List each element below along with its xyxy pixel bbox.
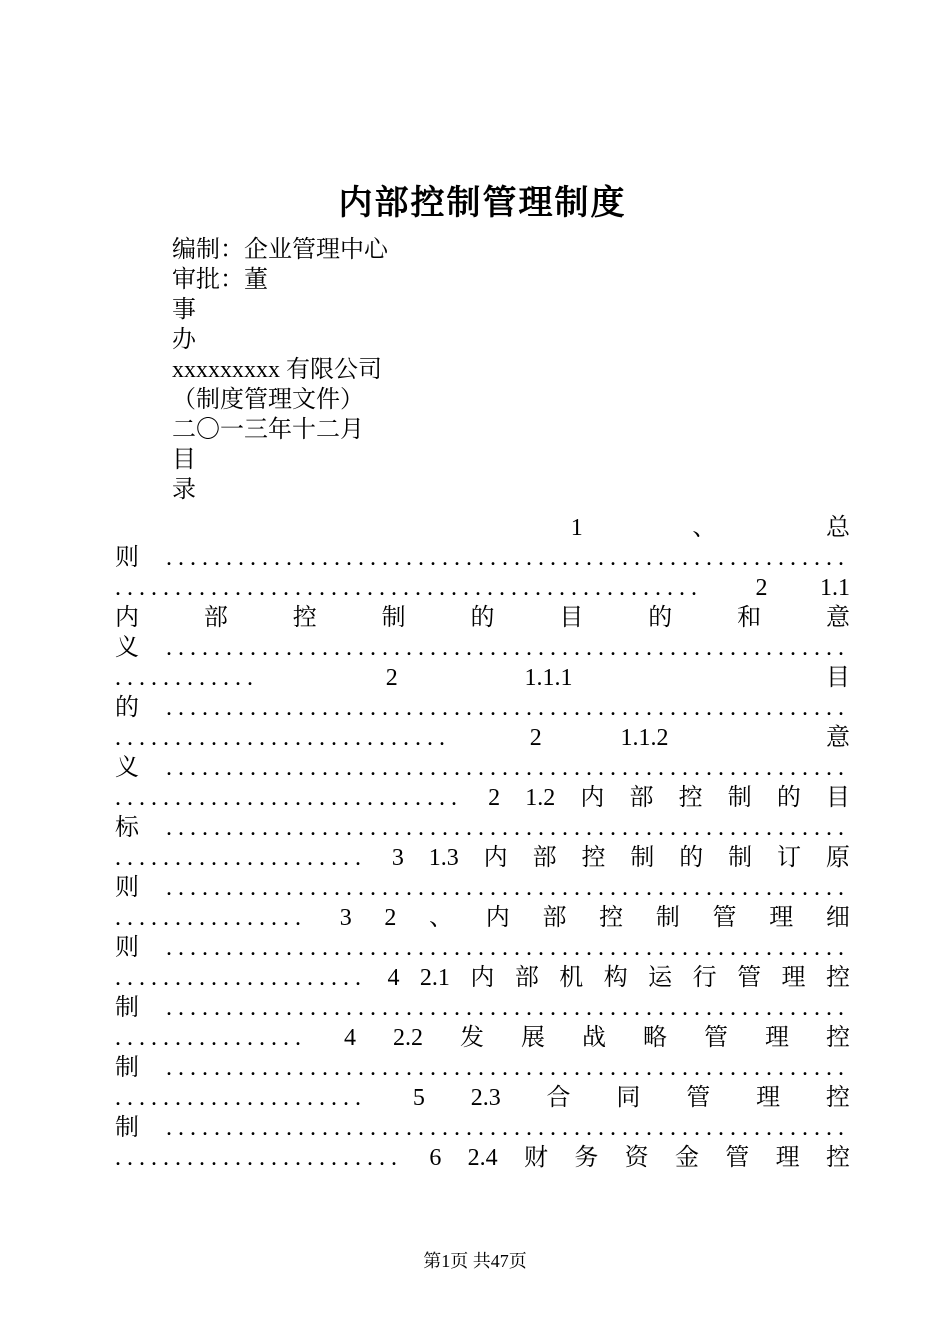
toc-text: 理 [756, 1085, 781, 1111]
toc-text: 管 [725, 1145, 750, 1171]
toc-text: 管 [737, 965, 762, 991]
toc-text: 、 [429, 905, 454, 931]
toc-line [115, 903, 850, 933]
toc-text: 义 [115, 635, 139, 661]
header-block [115, 235, 850, 505]
toc-text: 的 [648, 605, 673, 631]
toc-text: 制 [728, 845, 753, 871]
toc-text: 内 [483, 845, 508, 871]
toc-text: 目 [826, 665, 850, 691]
toc-text: 6 [429, 1145, 442, 1171]
toc-text: 财 [523, 1145, 548, 1171]
toc-text: 2.1 [419, 965, 450, 991]
toc-text: 合 [546, 1085, 571, 1111]
toc-dots: ..................... [115, 845, 367, 871]
toc-line [115, 1083, 850, 1113]
toc-text: 订 [777, 845, 802, 871]
toc-text: 2 [385, 665, 398, 691]
toc-text: 1.1.2 [620, 725, 669, 751]
toc-line [115, 843, 850, 873]
page-number: 第1页 共47页 [423, 1251, 527, 1271]
toc-text: 2.2 [393, 1025, 423, 1051]
toc-dots: ......................................................... [166, 545, 850, 571]
toc-text: 控 [581, 845, 606, 871]
toc-text: 2 [755, 575, 768, 601]
toc-text: 控 [826, 1025, 850, 1051]
toc-text: 2 [488, 785, 501, 811]
toc-text: 部 [542, 905, 567, 931]
toc-text: 义 [115, 755, 139, 781]
toc-line [115, 873, 850, 903]
toc-dots: ......................................................... [166, 695, 850, 721]
header-line: 二〇一三年十二月 [172, 417, 364, 443]
toc-text: 2.3 [470, 1085, 501, 1111]
toc-text: 务 [574, 1145, 599, 1171]
toc-text: 2.4 [467, 1145, 498, 1171]
toc-text: 则 [115, 875, 139, 901]
toc-text: 意 [826, 725, 850, 751]
toc-text: 控 [292, 605, 317, 631]
toc-text: 的 [470, 605, 495, 631]
toc-dots: ......................................................... [166, 1115, 850, 1141]
toc-text: 细 [825, 905, 850, 931]
toc-text: 内 [580, 785, 605, 811]
toc-text: 的 [115, 695, 139, 721]
toc-line [115, 693, 850, 723]
toc-text: 行 [692, 965, 717, 991]
toc-text: 和 [737, 605, 762, 631]
toc-text: 理 [775, 1145, 800, 1171]
toc-text: 制 [727, 785, 752, 811]
toc-text: 制 [115, 1115, 139, 1141]
toc-text: 控 [825, 965, 850, 991]
toc-text: 4 [344, 1025, 356, 1051]
toc-dots: ............................ [115, 725, 451, 751]
toc-line [115, 543, 850, 573]
toc-line [115, 933, 850, 963]
toc-text: 原 [825, 845, 850, 871]
toc-line [115, 1113, 850, 1143]
toc-text: 内 [115, 605, 139, 631]
toc-dots: ......................................................... [166, 635, 850, 661]
toc-line [115, 633, 850, 663]
toc-text: 4 [387, 965, 400, 991]
toc-dots: ................................................. [115, 575, 703, 601]
toc-dots: ............................. [115, 785, 463, 811]
toc-text: 发 [460, 1025, 484, 1051]
header-line: 事 [172, 297, 196, 323]
toc-text: 金 [674, 1145, 699, 1171]
toc-dots: ............ [115, 665, 259, 691]
toc-line [115, 753, 850, 783]
toc-text: 1 [570, 515, 583, 541]
page-footer [0, 1246, 950, 1276]
toc-line [115, 1143, 850, 1173]
toc-text: 总 [826, 515, 850, 541]
header-line: 目 [172, 447, 196, 473]
toc-text: 控 [599, 905, 624, 931]
toc-text: 内 [485, 905, 510, 931]
toc-dots: ..................... [115, 965, 367, 991]
header-line: 编制：企业管理中心 [172, 237, 388, 263]
toc-line [115, 1023, 850, 1053]
toc-dots: ................ [115, 1025, 307, 1051]
toc-text: 2 [529, 725, 542, 751]
toc-text: 控 [825, 1145, 850, 1171]
toc-text: 制 [381, 605, 406, 631]
toc-text: 理 [781, 965, 806, 991]
toc-dots: ......................................................... [166, 1055, 850, 1081]
toc-line [115, 783, 850, 813]
header-line: 办 [172, 327, 196, 353]
toc-text: 3 [339, 905, 352, 931]
toc-text: 意 [826, 605, 850, 631]
toc-text: 的 [776, 785, 801, 811]
toc-text: 控 [678, 785, 703, 811]
toc-text: 部 [514, 965, 539, 991]
toc-text: 1.1 [820, 575, 850, 601]
document-content [115, 183, 850, 1173]
toc-text: 目 [559, 605, 584, 631]
toc-line [115, 603, 850, 633]
toc-text: 机 [559, 965, 584, 991]
toc-line [115, 663, 850, 693]
toc-dots: ......................................................... [166, 815, 850, 841]
toc-text: 标 [115, 815, 139, 841]
toc-line [115, 813, 850, 843]
toc-line [115, 723, 850, 753]
toc-dots: ......................................................... [166, 935, 850, 961]
toc-text: 略 [643, 1025, 667, 1051]
toc-dots: ..................... [115, 1085, 367, 1111]
header-line: 录 [172, 477, 196, 503]
toc-text: 目 [826, 785, 850, 811]
toc-text: 、 [692, 515, 717, 541]
toc-text: 管 [686, 1085, 711, 1111]
toc-text: 内 [470, 965, 495, 991]
toc-text: 控 [825, 1085, 850, 1111]
toc-text: 理 [769, 905, 794, 931]
toc-text: 理 [765, 1025, 789, 1051]
toc-text: 1.1.1 [524, 665, 573, 691]
toc-dots: ......................................................... [166, 875, 850, 901]
toc-dots: ......................................................... [166, 755, 850, 781]
toc-text: 运 [648, 965, 673, 991]
toc-text: 部 [203, 605, 228, 631]
toc-text: 战 [582, 1025, 606, 1051]
toc-line [115, 513, 850, 543]
toc-text: 5 [412, 1085, 425, 1111]
toc-text: 制 [115, 995, 139, 1021]
toc-dots: ........................ [115, 1145, 403, 1171]
toc-text: 1.3 [428, 845, 459, 871]
toc-line [115, 1053, 850, 1083]
toc-text: 同 [616, 1085, 641, 1111]
header-line: （制度管理文件） [172, 387, 364, 413]
toc-text: 管 [712, 905, 737, 931]
toc-text: 展 [521, 1025, 545, 1051]
toc-text: 的 [679, 845, 704, 871]
toc-text: 制 [115, 1055, 139, 1081]
toc-text: 资 [624, 1145, 649, 1171]
toc-text: 2 [384, 905, 397, 931]
toc-text: 制 [630, 845, 655, 871]
toc-line [115, 993, 850, 1023]
toc-dots: ................ [115, 905, 307, 931]
toc-text: 管 [704, 1025, 728, 1051]
toc-line [115, 573, 850, 603]
toc-line [115, 963, 850, 993]
header-line: xxxxxxxxx 有限公司 [172, 357, 382, 383]
toc-text: 构 [603, 965, 628, 991]
toc-text: 1.2 [525, 785, 556, 811]
header-line: 审批：董 [172, 267, 268, 293]
toc-text: 制 [655, 905, 680, 931]
table-of-contents [115, 513, 850, 1173]
toc-text: 部 [532, 845, 557, 871]
document-title: 内部控制管理制度 [338, 184, 627, 222]
toc-dots: ......................................................... [166, 995, 850, 1021]
toc-text: 则 [115, 935, 139, 961]
toc-text: 3 [391, 845, 404, 871]
toc-text: 部 [629, 785, 654, 811]
toc-text: 则 [115, 545, 139, 571]
